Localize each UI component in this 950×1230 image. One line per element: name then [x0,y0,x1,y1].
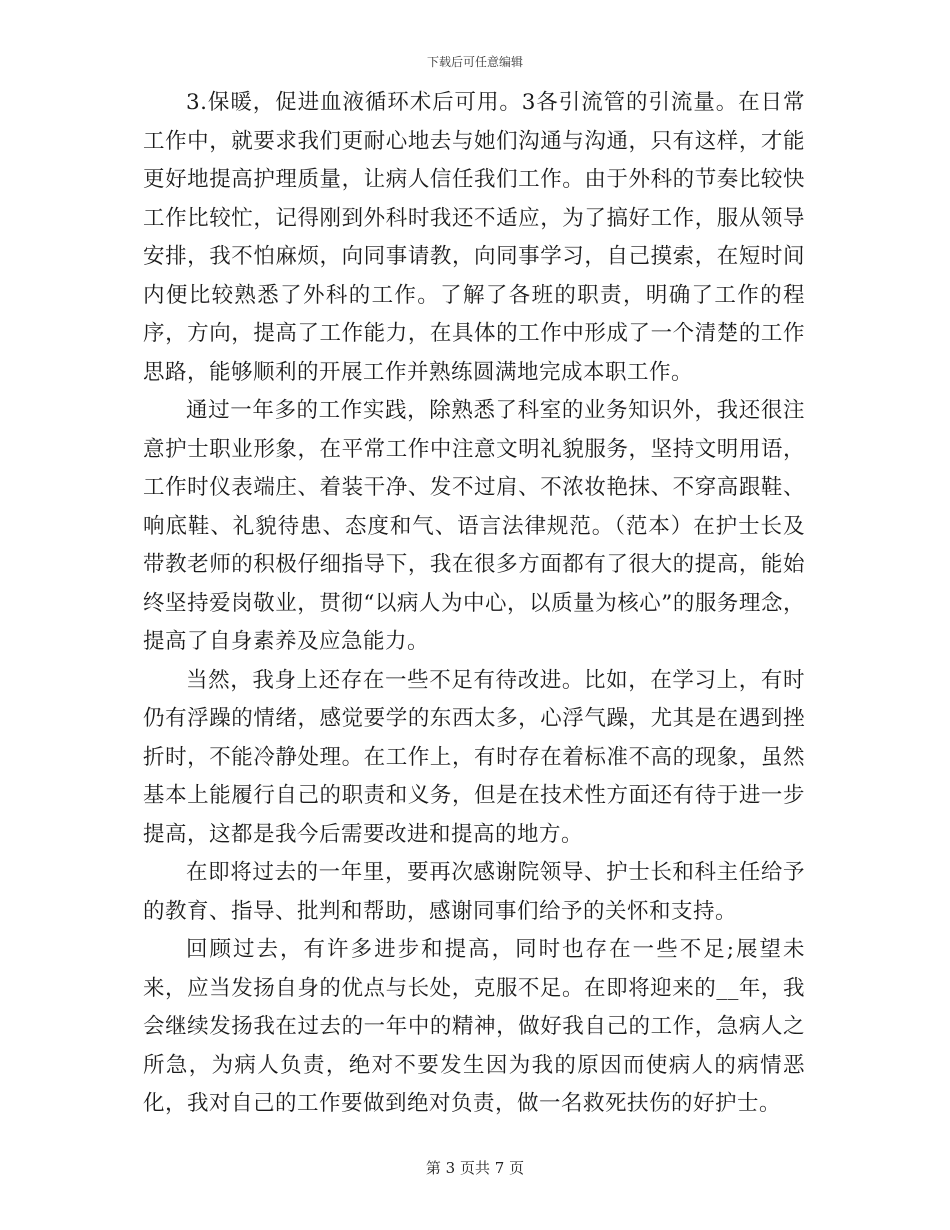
document-body [143,84,805,1124]
paragraph-4: 在即将过去的一年里，要再次感谢院领导、护士长和科主任给予的教育、指导、批判和帮助，感谢同事们给予的关怀和支持。 [143,860,805,924]
paragraph-1: 3.保暖，促进血液循环术后可用。3各引流管的引流量。在日常工作中，就要求我们更耐心地去与她们沟通与沟通，只有这样，才能更好地提高护理质量，让病人信任我们工作。由于外科的节奏比较快工作比较忙，记得刚到外科时我还不适应，为了搞好工作，服从领导安排，我不怕麻烦，向同事请教，向同事学习，自己摸索，在短时间内便比较熟悉了外科的工作。了解了各班的职责，明确了工作的程序，方向，提高了工作能力，在具体的工作中形成了一个清楚的工作思路，能够顺利的开展工作并熟练圆满地完成本职工作。 [143,90,805,385]
paragraph-2: 通过一年多的工作实践，除熟悉了科室的业务知识外，我还很注意护士职业形象，在平常工作中注意文明礼貌服务，坚持文明用语，工作时仪表端庄、着装干净、发不过肩、不浓妆艳抹、不穿高跟鞋、响底鞋、礼貌待患、态度和气、语言法律规范。（范本）在护士长及带教老师的积极仔细指导下，我在很多方面都有了很大的提高，能始终坚持爱岗敬业，贯彻“以病人为中心，以质量为核心”的服务理念，提高了自身素养及应急能力。 [143,398,805,654]
page-header: 下载后可任意编辑 [426,55,523,69]
paragraph-3: 当然，我身上还存在一些不足有待改进。比如，在学习上，有时仍有浮躁的情绪，感觉要学的东西太多，心浮气躁，尤其是在遇到挫折时，不能冷静处理。在工作上，有时存在着标准不高的现象，虽然基本上能履行自己的职责和义务，但是在技术性方面还有待于进一步提高，这都是我今后需要改进和提高的地方。 [143,667,805,847]
paragraph-5: 回顾过去，有许多进步和提高，同时也存在一些不足;展望未来，应当发扬自身的优点与长处，克服不足。在即将迎来的__年，我会继续发扬我在过去的一年中的精神，做好我自己的工作，急病人之所急，为病人负责，绝对不要发生因为我的原因而使病人的病情恶化，我对自己的工作要做到绝对负责，做一名救死扶伤的好护士。 [143,937,805,1116]
page-footer: 第 3 页共 7 页 [425,1159,525,1177]
